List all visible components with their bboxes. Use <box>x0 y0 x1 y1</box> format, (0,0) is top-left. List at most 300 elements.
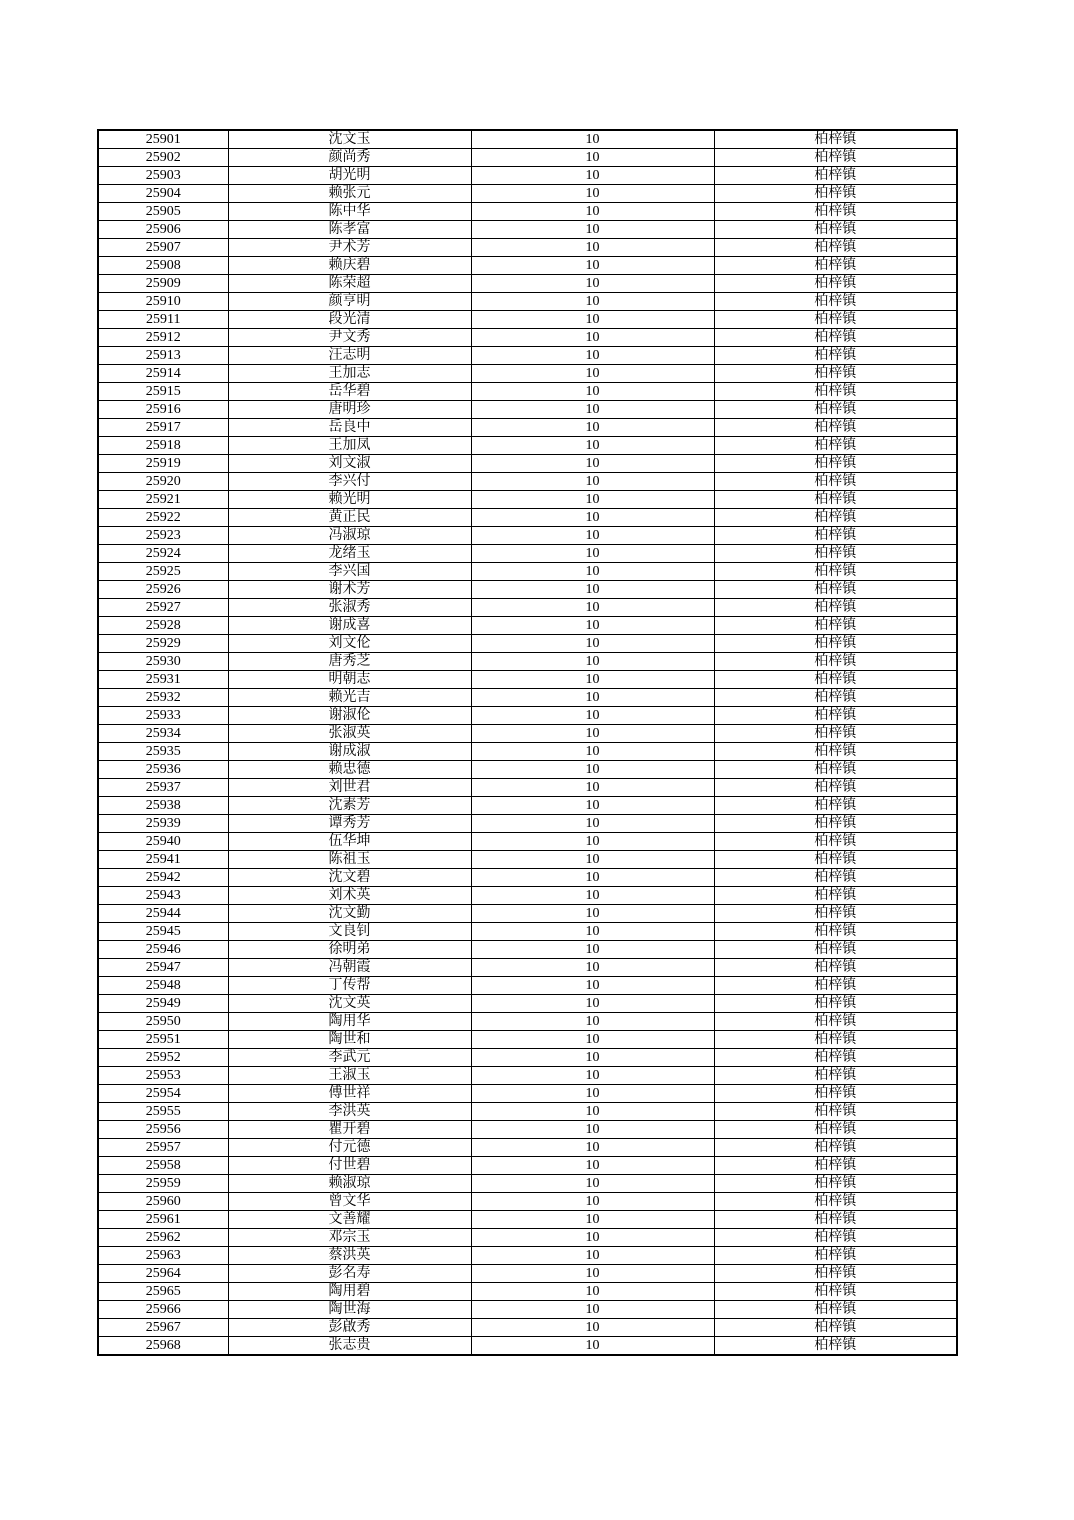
record-number-cell: 25956 <box>98 1121 228 1139</box>
amount-cell: 10 <box>471 887 714 905</box>
name-cell: 沈文碧 <box>228 869 471 887</box>
table-row <box>98 1013 957 1031</box>
record-number-cell: 25903 <box>98 167 228 185</box>
town-cell: 柏梓镇 <box>714 167 957 185</box>
town-cell: 柏梓镇 <box>714 923 957 941</box>
name-cell: 邓宗玉 <box>228 1229 471 1247</box>
town-cell: 柏梓镇 <box>714 815 957 833</box>
amount-cell: 10 <box>471 617 714 635</box>
table-row <box>98 1319 957 1337</box>
town-cell: 柏梓镇 <box>714 1013 957 1031</box>
table-row <box>98 635 957 653</box>
name-cell: 陈中华 <box>228 203 471 221</box>
amount-cell: 10 <box>471 905 714 923</box>
table-row <box>98 383 957 401</box>
name-cell: 明朝志 <box>228 671 471 689</box>
name-cell: 冯淑琼 <box>228 527 471 545</box>
name-cell: 颜亨明 <box>228 293 471 311</box>
table-row <box>98 1121 957 1139</box>
table-row <box>98 887 957 905</box>
town-cell: 柏梓镇 <box>714 491 957 509</box>
name-cell: 陈荣超 <box>228 275 471 293</box>
name-cell: 谢成淑 <box>228 743 471 761</box>
name-cell: 陶用碧 <box>228 1283 471 1301</box>
table-row <box>98 401 957 419</box>
name-cell: 曾文华 <box>228 1193 471 1211</box>
amount-cell: 10 <box>471 1265 714 1283</box>
name-cell: 颜尚秀 <box>228 149 471 167</box>
table-row <box>98 1211 957 1229</box>
name-cell: 刘世君 <box>228 779 471 797</box>
town-cell: 柏梓镇 <box>714 761 957 779</box>
name-cell: 龙绪玉 <box>228 545 471 563</box>
name-cell: 伍华坤 <box>228 833 471 851</box>
amount-cell: 10 <box>471 995 714 1013</box>
amount-cell: 10 <box>471 1121 714 1139</box>
amount-cell: 10 <box>471 941 714 959</box>
record-number-cell: 25907 <box>98 239 228 257</box>
record-number-cell: 25929 <box>98 635 228 653</box>
table-row <box>98 743 957 761</box>
amount-cell: 10 <box>471 1247 714 1265</box>
table-row <box>98 1265 957 1283</box>
town-cell: 柏梓镇 <box>714 527 957 545</box>
table-row <box>98 149 957 167</box>
record-number-cell: 25961 <box>98 1211 228 1229</box>
record-number-cell: 25955 <box>98 1103 228 1121</box>
table-row <box>98 455 957 473</box>
town-cell: 柏梓镇 <box>714 130 957 149</box>
amount-cell: 10 <box>471 509 714 527</box>
table-row <box>98 1229 957 1247</box>
town-cell: 柏梓镇 <box>714 1103 957 1121</box>
record-number-cell: 25902 <box>98 149 228 167</box>
record-number-cell: 25957 <box>98 1139 228 1157</box>
record-number-cell: 25918 <box>98 437 228 455</box>
record-number-cell: 25917 <box>98 419 228 437</box>
table-row <box>98 1049 957 1067</box>
town-cell: 柏梓镇 <box>714 1229 957 1247</box>
town-cell: 柏梓镇 <box>714 1157 957 1175</box>
town-cell: 柏梓镇 <box>714 1067 957 1085</box>
table-row <box>98 1247 957 1265</box>
town-cell: 柏梓镇 <box>714 797 957 815</box>
name-cell: 王加凤 <box>228 437 471 455</box>
table-row <box>98 1067 957 1085</box>
amount-cell: 10 <box>471 1319 714 1337</box>
town-cell: 柏梓镇 <box>714 1139 957 1157</box>
record-number-cell: 25944 <box>98 905 228 923</box>
amount-cell: 10 <box>471 1337 714 1356</box>
amount-cell: 10 <box>471 1103 714 1121</box>
record-number-cell: 25908 <box>98 257 228 275</box>
record-number-cell: 25937 <box>98 779 228 797</box>
record-number-cell: 25954 <box>98 1085 228 1103</box>
amount-cell: 10 <box>471 149 714 167</box>
record-number-cell: 25915 <box>98 383 228 401</box>
amount-cell: 10 <box>471 1229 714 1247</box>
amount-cell: 10 <box>471 1301 714 1319</box>
name-cell: 赖忠德 <box>228 761 471 779</box>
record-number-cell: 25958 <box>98 1157 228 1175</box>
town-cell: 柏梓镇 <box>714 473 957 491</box>
record-number-cell: 25912 <box>98 329 228 347</box>
name-cell: 蔡洪英 <box>228 1247 471 1265</box>
name-cell: 付世碧 <box>228 1157 471 1175</box>
name-cell: 陈祖玉 <box>228 851 471 869</box>
record-number-cell: 25932 <box>98 689 228 707</box>
table-row <box>98 203 957 221</box>
record-number-cell: 25919 <box>98 455 228 473</box>
amount-cell: 10 <box>471 761 714 779</box>
amount-cell: 10 <box>471 671 714 689</box>
town-cell: 柏梓镇 <box>714 509 957 527</box>
record-number-cell: 25922 <box>98 509 228 527</box>
table-row <box>98 1283 957 1301</box>
table-row <box>98 185 957 203</box>
town-cell: 柏梓镇 <box>714 1247 957 1265</box>
table-row <box>98 167 957 185</box>
town-cell: 柏梓镇 <box>714 1175 957 1193</box>
name-cell: 谢成喜 <box>228 617 471 635</box>
table-row <box>98 995 957 1013</box>
amount-cell: 10 <box>471 869 714 887</box>
amount-cell: 10 <box>471 347 714 365</box>
table-row <box>98 221 957 239</box>
name-cell: 赖庆碧 <box>228 257 471 275</box>
amount-cell: 10 <box>471 689 714 707</box>
table-row <box>98 725 957 743</box>
record-number-cell: 25959 <box>98 1175 228 1193</box>
town-cell: 柏梓镇 <box>714 959 957 977</box>
table-row <box>98 239 957 257</box>
town-cell: 柏梓镇 <box>714 419 957 437</box>
town-cell: 柏梓镇 <box>714 599 957 617</box>
name-cell: 傅世祥 <box>228 1085 471 1103</box>
town-cell: 柏梓镇 <box>714 383 957 401</box>
name-cell: 彭啟秀 <box>228 1319 471 1337</box>
name-cell: 陈孝富 <box>228 221 471 239</box>
table-row <box>98 923 957 941</box>
record-number-cell: 25949 <box>98 995 228 1013</box>
name-cell: 刘文淑 <box>228 455 471 473</box>
name-cell: 赖光吉 <box>228 689 471 707</box>
amount-cell: 10 <box>471 707 714 725</box>
amount-cell: 10 <box>471 1283 714 1301</box>
record-number-cell: 25964 <box>98 1265 228 1283</box>
amount-cell: 10 <box>471 221 714 239</box>
record-number-cell: 25909 <box>98 275 228 293</box>
amount-cell: 10 <box>471 491 714 509</box>
amount-cell: 10 <box>471 1157 714 1175</box>
amount-cell: 10 <box>471 725 714 743</box>
amount-cell: 10 <box>471 1067 714 1085</box>
amount-cell: 10 <box>471 329 714 347</box>
name-cell: 李武元 <box>228 1049 471 1067</box>
amount-cell: 10 <box>471 653 714 671</box>
table-row <box>98 545 957 563</box>
table-row <box>98 437 957 455</box>
record-number-cell: 25966 <box>98 1301 228 1319</box>
table-row <box>98 1103 957 1121</box>
table-row <box>98 1031 957 1049</box>
table-row <box>98 905 957 923</box>
name-cell: 冯朝霞 <box>228 959 471 977</box>
record-number-cell: 25931 <box>98 671 228 689</box>
table-row <box>98 869 957 887</box>
table-row <box>98 257 957 275</box>
record-number-cell: 25905 <box>98 203 228 221</box>
town-cell: 柏梓镇 <box>714 743 957 761</box>
name-cell: 沈文英 <box>228 995 471 1013</box>
record-number-cell: 25901 <box>98 130 228 149</box>
town-cell: 柏梓镇 <box>714 617 957 635</box>
town-cell: 柏梓镇 <box>714 653 957 671</box>
town-cell: 柏梓镇 <box>714 221 957 239</box>
amount-cell: 10 <box>471 239 714 257</box>
town-cell: 柏梓镇 <box>714 293 957 311</box>
town-cell: 柏梓镇 <box>714 905 957 923</box>
amount-cell: 10 <box>471 473 714 491</box>
data-table <box>97 129 958 1356</box>
name-cell: 谢术芳 <box>228 581 471 599</box>
amount-cell: 10 <box>471 1193 714 1211</box>
name-cell: 段光清 <box>228 311 471 329</box>
record-number-cell: 25933 <box>98 707 228 725</box>
record-number-cell: 25906 <box>98 221 228 239</box>
town-cell: 柏梓镇 <box>714 257 957 275</box>
town-cell: 柏梓镇 <box>714 1265 957 1283</box>
name-cell: 付元德 <box>228 1139 471 1157</box>
amount-cell: 10 <box>471 257 714 275</box>
name-cell: 赖张元 <box>228 185 471 203</box>
table-body <box>98 130 957 1355</box>
name-cell: 唐明珍 <box>228 401 471 419</box>
record-number-cell: 25911 <box>98 311 228 329</box>
amount-cell: 10 <box>471 797 714 815</box>
town-cell: 柏梓镇 <box>714 851 957 869</box>
record-number-cell: 25967 <box>98 1319 228 1337</box>
table-row <box>98 689 957 707</box>
amount-cell: 10 <box>471 130 714 149</box>
amount-cell: 10 <box>471 401 714 419</box>
table-row <box>98 419 957 437</box>
name-cell: 岳良中 <box>228 419 471 437</box>
table-row <box>98 1085 957 1103</box>
table-row <box>98 761 957 779</box>
table-row <box>98 311 957 329</box>
table-row <box>98 941 957 959</box>
amount-cell: 10 <box>471 455 714 473</box>
record-number-cell: 25936 <box>98 761 228 779</box>
record-number-cell: 25930 <box>98 653 228 671</box>
record-number-cell: 25948 <box>98 977 228 995</box>
record-number-cell: 25927 <box>98 599 228 617</box>
record-number-cell: 25916 <box>98 401 228 419</box>
table-row <box>98 275 957 293</box>
amount-cell: 10 <box>471 581 714 599</box>
table-row <box>98 563 957 581</box>
amount-cell: 10 <box>471 923 714 941</box>
record-number-cell: 25913 <box>98 347 228 365</box>
amount-cell: 10 <box>471 815 714 833</box>
table-row <box>98 293 957 311</box>
name-cell: 李洪英 <box>228 1103 471 1121</box>
table-row <box>98 365 957 383</box>
record-number-cell: 25910 <box>98 293 228 311</box>
name-cell: 赖光明 <box>228 491 471 509</box>
amount-cell: 10 <box>471 1085 714 1103</box>
town-cell: 柏梓镇 <box>714 725 957 743</box>
town-cell: 柏梓镇 <box>714 455 957 473</box>
town-cell: 柏梓镇 <box>714 1193 957 1211</box>
name-cell: 张淑英 <box>228 725 471 743</box>
table-row <box>98 779 957 797</box>
record-number-cell: 25942 <box>98 869 228 887</box>
name-cell: 谭秀芳 <box>228 815 471 833</box>
record-number-cell: 25950 <box>98 1013 228 1031</box>
amount-cell: 10 <box>471 365 714 383</box>
table-row <box>98 1193 957 1211</box>
name-cell: 刘术英 <box>228 887 471 905</box>
town-cell: 柏梓镇 <box>714 1319 957 1337</box>
record-number-cell: 25925 <box>98 563 228 581</box>
record-number-cell: 25965 <box>98 1283 228 1301</box>
table-row <box>98 797 957 815</box>
amount-cell: 10 <box>471 275 714 293</box>
name-cell: 刘文伦 <box>228 635 471 653</box>
record-number-cell: 25934 <box>98 725 228 743</box>
amount-cell: 10 <box>471 383 714 401</box>
table-row <box>98 347 957 365</box>
record-number-cell: 25943 <box>98 887 228 905</box>
record-number-cell: 25963 <box>98 1247 228 1265</box>
table-row <box>98 1139 957 1157</box>
table-row <box>98 977 957 995</box>
town-cell: 柏梓镇 <box>714 311 957 329</box>
table-row <box>98 1301 957 1319</box>
town-cell: 柏梓镇 <box>714 329 957 347</box>
amount-cell: 10 <box>471 779 714 797</box>
record-number-cell: 25945 <box>98 923 228 941</box>
table-row <box>98 1175 957 1193</box>
town-cell: 柏梓镇 <box>714 437 957 455</box>
amount-cell: 10 <box>471 833 714 851</box>
table-row <box>98 671 957 689</box>
name-cell: 王加志 <box>228 365 471 383</box>
record-number-cell: 25920 <box>98 473 228 491</box>
name-cell: 沈文勤 <box>228 905 471 923</box>
amount-cell: 10 <box>471 1175 714 1193</box>
table-row <box>98 851 957 869</box>
record-number-cell: 25968 <box>98 1337 228 1356</box>
town-cell: 柏梓镇 <box>714 1301 957 1319</box>
town-cell: 柏梓镇 <box>714 977 957 995</box>
town-cell: 柏梓镇 <box>714 563 957 581</box>
town-cell: 柏梓镇 <box>714 1121 957 1139</box>
town-cell: 柏梓镇 <box>714 1211 957 1229</box>
record-number-cell: 25951 <box>98 1031 228 1049</box>
town-cell: 柏梓镇 <box>714 833 957 851</box>
table-row <box>98 1157 957 1175</box>
table-row <box>98 509 957 527</box>
amount-cell: 10 <box>471 635 714 653</box>
table-row <box>98 833 957 851</box>
table-row <box>98 599 957 617</box>
record-number-cell: 25924 <box>98 545 228 563</box>
town-cell: 柏梓镇 <box>714 545 957 563</box>
amount-cell: 10 <box>471 1013 714 1031</box>
table-row <box>98 617 957 635</box>
town-cell: 柏梓镇 <box>714 995 957 1013</box>
town-cell: 柏梓镇 <box>714 581 957 599</box>
town-cell: 柏梓镇 <box>714 689 957 707</box>
name-cell: 王淑玉 <box>228 1067 471 1085</box>
amount-cell: 10 <box>471 563 714 581</box>
name-cell: 岳华碧 <box>228 383 471 401</box>
town-cell: 柏梓镇 <box>714 635 957 653</box>
record-number-cell: 25946 <box>98 941 228 959</box>
amount-cell: 10 <box>471 743 714 761</box>
amount-cell: 10 <box>471 959 714 977</box>
table-row <box>98 329 957 347</box>
table-row <box>98 527 957 545</box>
name-cell: 瞿开碧 <box>228 1121 471 1139</box>
amount-cell: 10 <box>471 1211 714 1229</box>
town-cell: 柏梓镇 <box>714 203 957 221</box>
name-cell: 汪志明 <box>228 347 471 365</box>
town-cell: 柏梓镇 <box>714 275 957 293</box>
amount-cell: 10 <box>471 1031 714 1049</box>
town-cell: 柏梓镇 <box>714 941 957 959</box>
record-number-cell: 25914 <box>98 365 228 383</box>
table-row <box>98 815 957 833</box>
name-cell: 黄正民 <box>228 509 471 527</box>
table-row <box>98 130 957 149</box>
town-cell: 柏梓镇 <box>714 671 957 689</box>
record-number-cell: 25962 <box>98 1229 228 1247</box>
name-cell: 尹术芳 <box>228 239 471 257</box>
record-number-cell: 25935 <box>98 743 228 761</box>
town-cell: 柏梓镇 <box>714 365 957 383</box>
town-cell: 柏梓镇 <box>714 869 957 887</box>
name-cell: 尹文秀 <box>228 329 471 347</box>
record-number-cell: 25960 <box>98 1193 228 1211</box>
town-cell: 柏梓镇 <box>714 707 957 725</box>
town-cell: 柏梓镇 <box>714 1031 957 1049</box>
record-number-cell: 25952 <box>98 1049 228 1067</box>
name-cell: 陶世和 <box>228 1031 471 1049</box>
record-number-cell: 25953 <box>98 1067 228 1085</box>
name-cell: 张淑秀 <box>228 599 471 617</box>
town-cell: 柏梓镇 <box>714 185 957 203</box>
amount-cell: 10 <box>471 185 714 203</box>
town-cell: 柏梓镇 <box>714 887 957 905</box>
name-cell: 彭名寿 <box>228 1265 471 1283</box>
record-number-cell: 25938 <box>98 797 228 815</box>
table-row <box>98 491 957 509</box>
record-number-cell: 25947 <box>98 959 228 977</box>
record-number-cell: 25940 <box>98 833 228 851</box>
name-cell: 丁传帮 <box>228 977 471 995</box>
town-cell: 柏梓镇 <box>714 1337 957 1356</box>
record-number-cell: 25923 <box>98 527 228 545</box>
name-cell: 胡光明 <box>228 167 471 185</box>
record-number-cell: 25904 <box>98 185 228 203</box>
name-cell: 赖淑琼 <box>228 1175 471 1193</box>
amount-cell: 10 <box>471 1139 714 1157</box>
name-cell: 陶用华 <box>228 1013 471 1031</box>
